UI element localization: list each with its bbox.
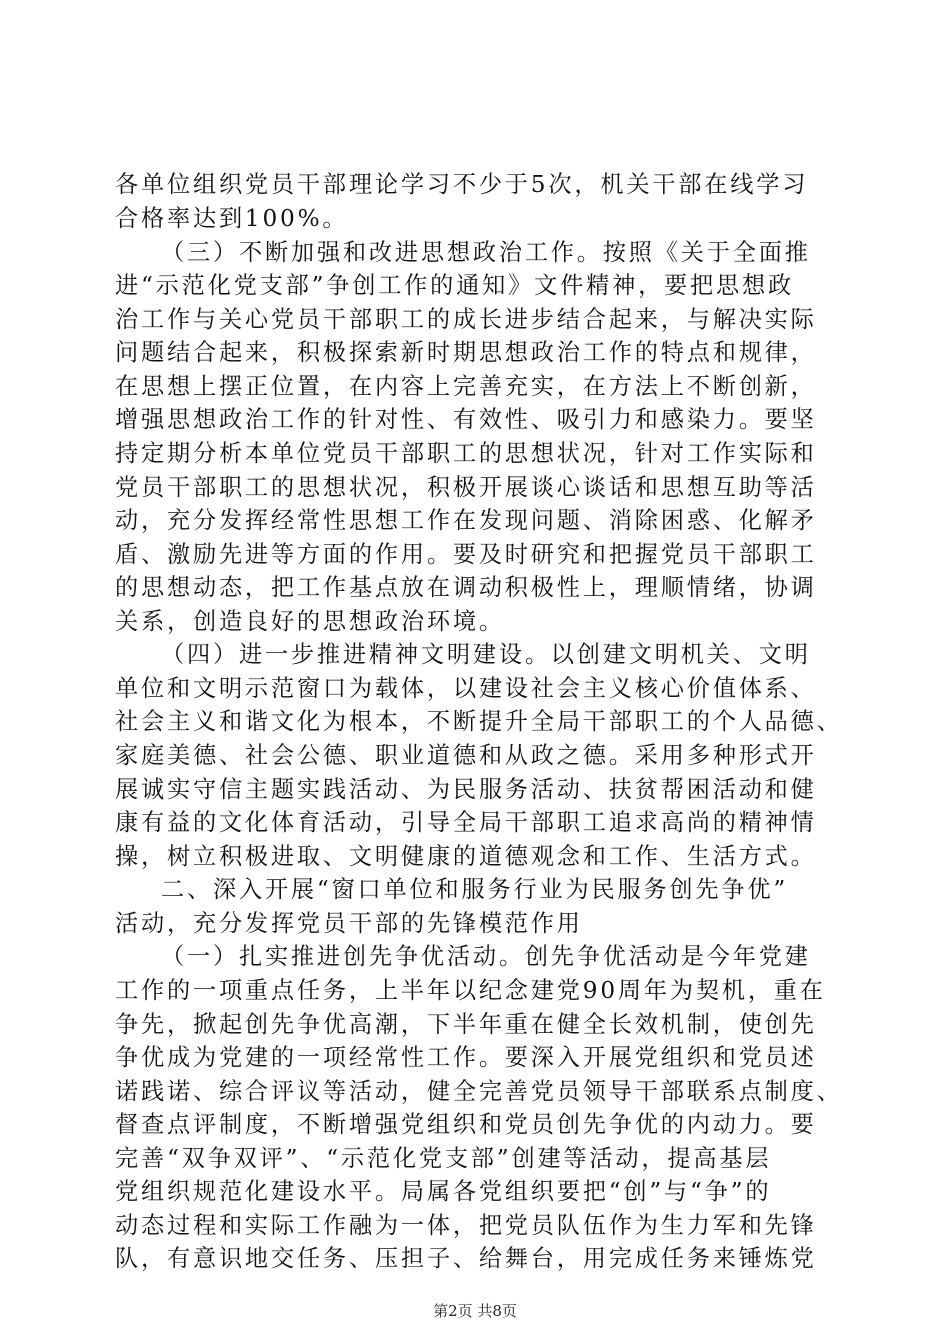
text-line: 党员干部职工的思想状况，积极开展谈心谈话和思想互助等活	[115, 474, 817, 501]
text-line: 督查点评制度，不断增强党组织和党员创先争优的内动力。要	[115, 1111, 817, 1138]
text-line: 党组织规范化建设水平。局属各党组织要把“创”与“争”的	[115, 1178, 772, 1205]
text-line: 康有益的文化体育活动，引导全局干部职工追求高尚的精神情	[115, 809, 817, 836]
text-line: 操，树立积极进取、文明健康的道德观念和工作、生活方式。	[115, 843, 817, 870]
text-line: 队，有意识地交任务、压担子、给舞台，用完成任务来锤炼党	[115, 1245, 817, 1272]
text-line: 关系，创造良好的思想政治环境。	[115, 608, 505, 635]
text-line: 在思想上摆正位置，在内容上完善充实，在方法上不断创新，	[115, 373, 817, 400]
text-line: 展诚实守信主题实践活动、为民服务活动、扶贫帮困活动和健	[115, 776, 817, 803]
text-line: 问题结合起来，积极探索新时期思想政治工作的特点和规律，	[115, 339, 817, 366]
paragraph-start-line: （三）不断加强和改进思想政治工作。按照《关于全面推	[161, 239, 811, 266]
text-line: 工作的一项重点任务，上半年以纪念建党90周年为契机，重在	[115, 977, 826, 1004]
section-heading-line: 二、深入开展“窗口单位和服务行业为民服务创先争优”	[161, 876, 789, 903]
text-line: 进“示范化党支部”争创工作的通知》文件精神，要把思想政	[115, 272, 794, 299]
text-line: 各单位组织党员干部理论学习不少于5次，机关干部在线学习	[115, 171, 809, 198]
text-line: 增强思想政治工作的针对性、有效性、吸引力和感染力。要坚	[115, 406, 817, 433]
text-line: 合格率达到100%。	[115, 205, 349, 232]
text-line: 诺践诺、综合评议等活动，健全完善党员领导干部联系点制度、	[115, 1078, 843, 1105]
section-heading-line: 活动，充分发挥党员干部的先锋模范作用	[115, 910, 583, 937]
paragraph-start-line: （一）扎实推进创先争优活动。创先争优活动是今年党建	[161, 943, 811, 970]
text-line: 动态过程和实际工作融为一体，把党员队伍作为生力军和先锋	[115, 1212, 817, 1239]
text-line: 治工作与关心党员干部职工的成长进步结合起来，与解决实际	[115, 306, 817, 333]
text-line: 盾、激励先进等方面的作用。要及时研究和把握党员干部职工	[115, 541, 817, 568]
paragraph-start-line: （四）进一步推进精神文明建设。以创建文明机关、文明	[161, 641, 811, 668]
text-line: 争先，掀起创先争优高潮，下半年重在健全长效机制，使创先	[115, 1011, 817, 1038]
text-line: 争优成为党建的一项经常性工作。要深入开展党组织和党员述	[115, 1044, 817, 1071]
text-line: 动，充分发挥经常性思想工作在发现问题、消除困惑、化解矛	[115, 507, 817, 534]
page-number-footer: 第2页 共8页	[433, 1302, 517, 1320]
text-line: 单位和文明示范窗口为载体，以建设社会主义核心价值体系、	[115, 675, 817, 702]
text-line: 社会主义和谐文化为根本，不断提升全局干部职工的个人品德、	[115, 708, 843, 735]
text-line: 家庭美德、社会公德、职业道德和从政之德。采用多种形式开	[115, 742, 817, 769]
text-line: 持定期分析本单位党员干部职工的思想状况，针对工作实际和	[115, 440, 817, 467]
text-line: 的思想动态，把工作基点放在调动积极性上，理顺情绪，协调	[115, 574, 817, 601]
text-line: 完善“双争双评”、“示范化党支部”创建等活动，提高基层	[115, 1145, 772, 1172]
